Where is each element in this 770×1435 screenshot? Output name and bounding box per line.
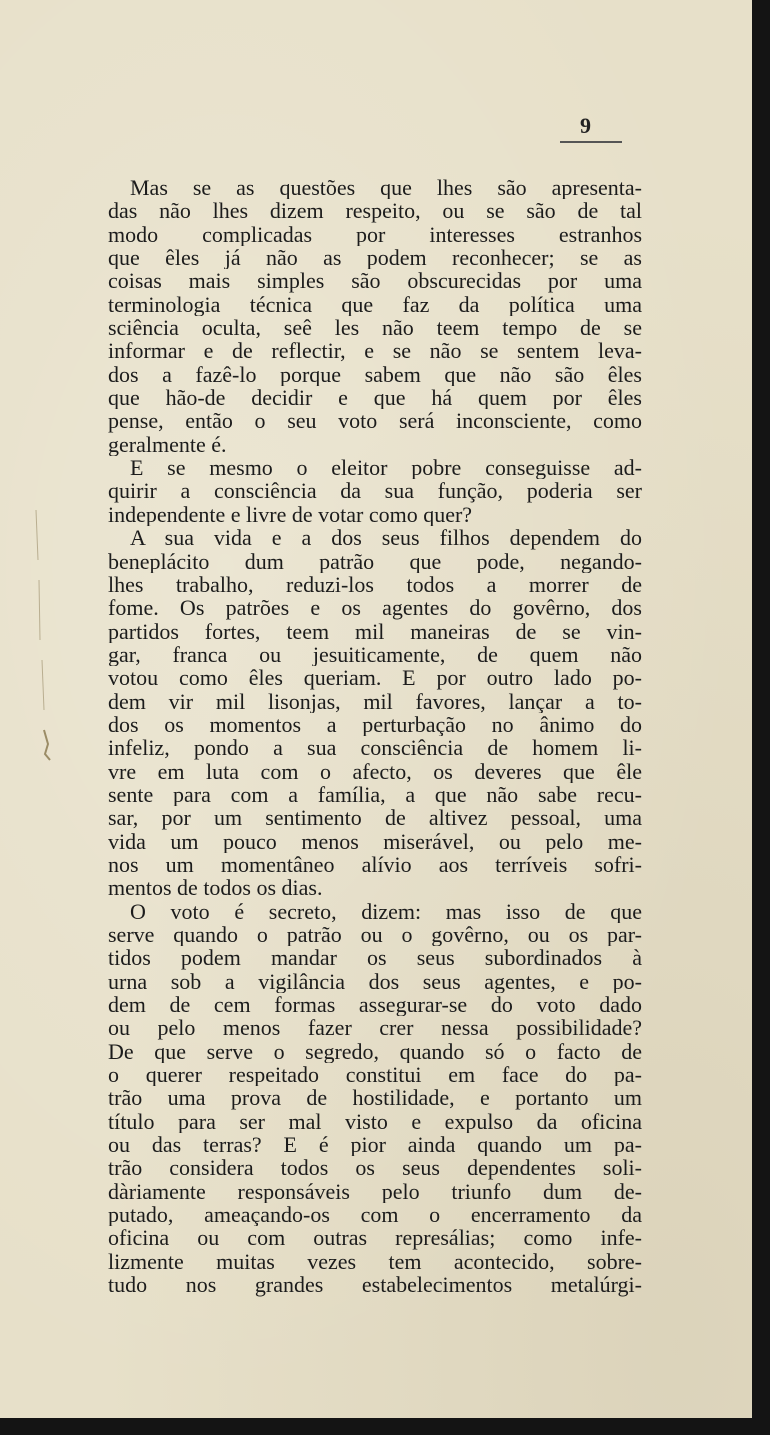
text-line: lizmente muitas vezes tem acontecido, sobre-: [108, 1249, 642, 1274]
text-line: terminologia técnica que faz da política uma: [108, 292, 642, 317]
text-line: das não lhes dizem respeito, ou se são de tal: [108, 199, 642, 223]
text-line: geralmente é.: [108, 432, 227, 457]
page-number: 9: [580, 113, 591, 138]
text-line: coisas mais simples são obscurecidas por uma: [108, 269, 642, 293]
text-line: dem vir mil lisonjas, mil favores, lançar a to-: [108, 689, 642, 713]
text-line: que êles já não as podem reconhecer; se as: [108, 246, 642, 270]
text-line: nos um momentâneo alívio aos terríveis sofri-: [108, 852, 642, 877]
text-line: lhes trabalho, reduzi-los todos a morrer de: [108, 572, 642, 597]
text-line: dos a fazê-lo porque sabem que não são êles: [108, 362, 642, 387]
text-line: putado, ameaçando-os com o encerramento da: [108, 1203, 642, 1227]
text-line: Mas se as questões que lhes são apresenta-: [130, 176, 642, 200]
text-line: informar e de reflectir, e se não se sentem leva-: [108, 339, 642, 363]
text-line: dem de cem formas assegurar-se do voto dado: [108, 993, 642, 1017]
text-line: ou das terras? E é pior ainda quando um pa-: [108, 1133, 642, 1157]
text-line: trão considera todos os seus dependentes soli-: [108, 1156, 642, 1180]
text-line: que hão-de decidir e que há quem por êles: [108, 386, 642, 410]
text-line: vre em luta com o afecto, os deveres que êle: [108, 759, 642, 783]
text-line: ou pelo menos fazer crer nessa possibilidade?: [108, 1016, 642, 1040]
margin-stains: [14, 500, 74, 800]
page-number-rule: [560, 141, 622, 143]
text-line: modo complicadas por interesses estranhos: [108, 222, 642, 247]
text-line: De que serve o segredo, quando só o facto de: [108, 1039, 642, 1064]
text-line: oficina ou com outras represálias; como infe-: [108, 1226, 642, 1250]
text-line: título para ser mal visto e expulso da oficina: [108, 1109, 642, 1134]
text-line: infeliz, pondo a sua consciência de homem li-: [108, 736, 642, 760]
text-line: sar, por um sentimento de altivez pessoal, uma: [108, 806, 642, 830]
text-line: partidos fortes, teem mil maneiras de se vin-: [108, 619, 642, 643]
text-line: vida um pouco menos miserável, ou pelo me-: [108, 829, 642, 853]
text-line: tudo nos grandes estabelecimentos metalúrgi-: [108, 1273, 642, 1297]
text-line: serve quando o patrão ou o govêrno, ou os par-: [108, 923, 642, 947]
text-line: fome. Os patrões e os agentes do govêrno, dos: [108, 596, 642, 620]
text-line: sciência oculta, seê les não teem tempo de se: [108, 316, 642, 340]
text-line: mentos de todos os dias.: [108, 876, 323, 900]
text-line: dos os momentos a perturbação no ânimo do: [108, 712, 642, 737]
body-text: [108, 176, 642, 1297]
text-line: dàriamente responsáveis pelo triunfo dum de-: [108, 1179, 642, 1204]
text-line: gar, franca ou jesuiticamente, de quem não: [108, 642, 642, 667]
text-line: sente para com a família, a que não sabe recu-: [108, 782, 642, 807]
text-line: A sua vida e a dos seus filhos dependem do: [130, 526, 642, 550]
text-line: E se mesmo o eleitor pobre conseguisse ad-: [130, 456, 642, 480]
text-line: votou como êles queriam. E por outro lado po-: [108, 666, 642, 690]
text-line: trão uma prova de hostilidade, e portanto um: [108, 1086, 642, 1110]
text-line: pense, então o seu voto será inconsciente, como: [108, 409, 642, 433]
text-line: o querer respeitado constitui em face do pa-: [108, 1063, 642, 1087]
text-line: urna sob a vigilância dos seus agentes, e po-: [108, 969, 642, 994]
text-line: beneplácito dum patrão que pode, negando-: [108, 549, 642, 573]
text-line: O voto é secreto, dizem: mas isso de que: [130, 899, 642, 923]
text-line: tidos podem mandar os seus subordinados à: [108, 946, 642, 970]
text-line: quirir a consciência da sua função, poderia ser: [108, 479, 642, 503]
text-line: independente e livre de votar como quer?: [108, 502, 473, 527]
